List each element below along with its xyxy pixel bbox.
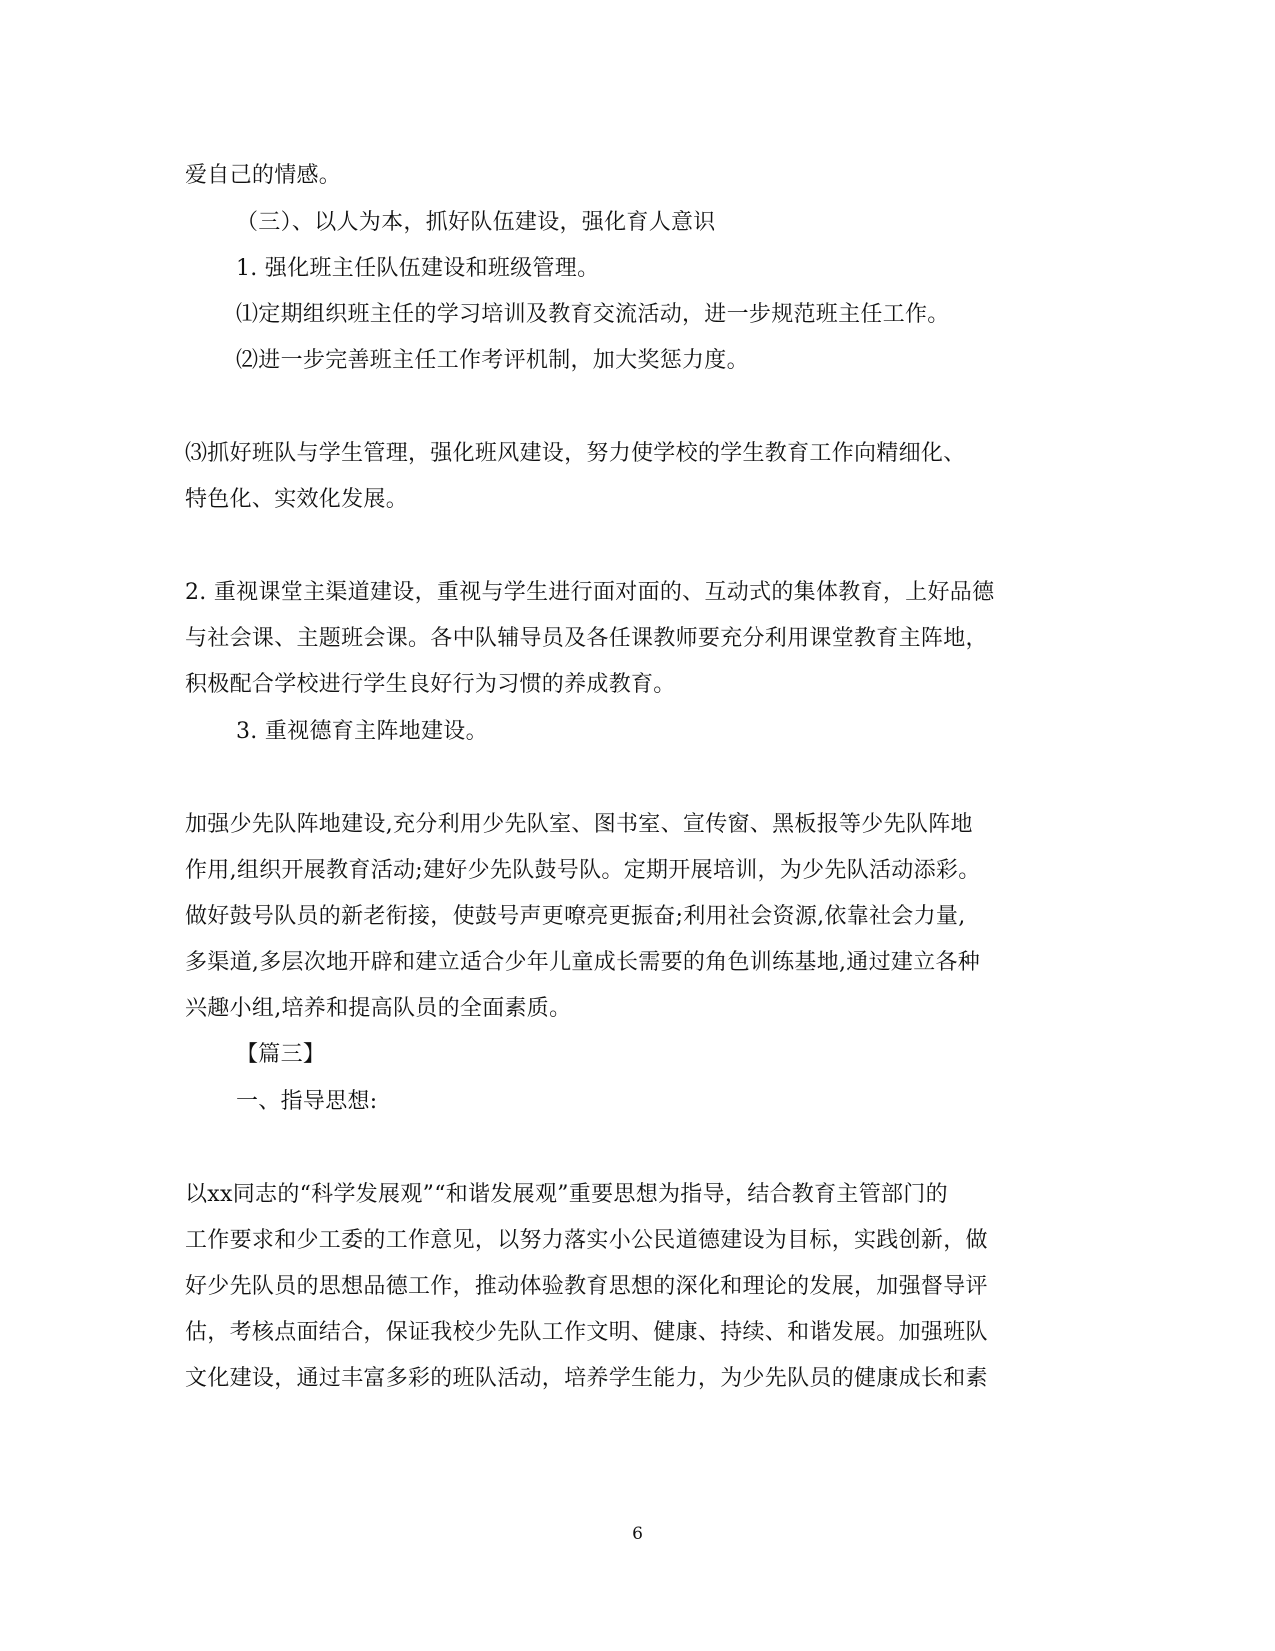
section-heading: 【篇三】 — [236, 1042, 326, 1067]
text-line: 3. 重视德育主阵地建设。 — [236, 719, 488, 744]
text-line: 与社会课、主题班会课。各中队辅导员及各任课教师要充分利用课堂教育主阵地， — [185, 626, 988, 651]
text-line: 兴趣小组,培养和提高队员的全面素质。 — [185, 996, 572, 1021]
text-line: 工作要求和少工委的工作意见，以努力落实小公民道德建设为目标，实践创新，做 — [185, 1228, 988, 1253]
text-line: 1. 强化班主任队伍建设和班级管理。 — [236, 256, 600, 281]
page-number: 6 — [632, 1524, 643, 1544]
text-line: ⑴定期组织班主任的学习培训及教育交流活动，进一步规范班主任工作。 — [236, 302, 950, 327]
text-line: 爱自己的情感。 — [185, 163, 342, 188]
text-line: 好少先队员的思想品德工作，推动体验教育思想的深化和理论的发展，加强督导评 — [185, 1274, 988, 1299]
section-heading: （三）、以人为本，抓好队伍建设，强化育人意识 — [236, 210, 716, 235]
text-line: 以xx同志的“科学发展观”“和谐发展观”重要思想为指导，结合教育主管部门的 — [185, 1182, 948, 1207]
section-heading: 一、指导思想: — [236, 1089, 378, 1114]
text-line: 作用,组织开展教育活动;建好少先队鼓号队。定期开展培训，为少先队活动添彩。 — [185, 858, 981, 883]
text-line: ⑶抓好班队与学生管理，强化班风建设，努力使学校的学生教育工作向精细化、 — [185, 441, 966, 466]
text-line: 加强少先队阵地建设,充分利用少先队室、图书室、宣传窗、黑板报等少先队阵地 — [185, 812, 973, 837]
text-line: ⑵进一步完善班主任工作考评机制，加大奖惩力度。 — [236, 348, 749, 373]
text-line: 多渠道,多层次地开辟和建立适合少年儿童成长需要的角色训练基地,通过建立各种 — [185, 950, 981, 975]
text-line: 做好鼓号队员的新老衔接，使鼓号声更嘹亮更振奋;利用社会资源,依靠社会力量, — [185, 904, 966, 929]
text-line: 特色化、实效化发展。 — [185, 487, 409, 512]
text-line: 2. 重视课堂主渠道建设，重视与学生进行面对面的、互动式的集体教育，上好品德 — [185, 580, 995, 605]
text-line: 文化建设，通过丰富多彩的班队活动，培养学生能力，为少先队员的健康成长和素 — [185, 1366, 988, 1391]
text-line: 估，考核点面结合，保证我校少先队工作文明、健康、持续、和谐发展。加强班队 — [185, 1320, 988, 1345]
text-line: 积极配合学校进行学生良好行为习惯的养成教育。 — [185, 672, 676, 697]
